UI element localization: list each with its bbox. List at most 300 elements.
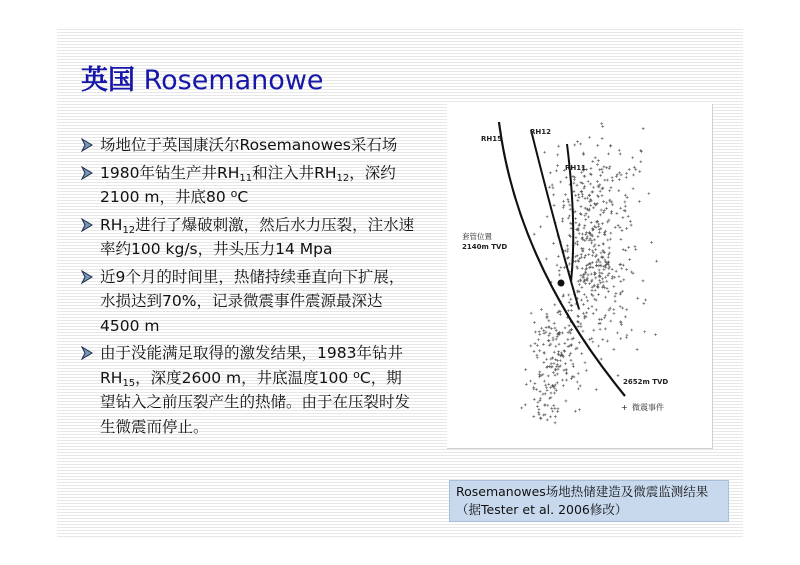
event-marker [557,145,560,148]
event-marker [603,179,606,182]
event-marker [606,287,609,290]
event-marker [561,220,564,223]
event-marker [574,217,577,220]
event-marker [558,269,561,272]
event-marker [576,199,579,202]
event-marker [553,204,556,207]
event-marker [539,390,542,393]
event-marker [603,165,606,168]
event-marker [578,257,581,260]
event-marker [573,182,576,185]
casing-marker [558,280,565,287]
event-marker [628,168,631,171]
event-marker [564,193,567,196]
event-marker [552,242,555,245]
event-marker [557,350,560,353]
event-marker [581,195,584,198]
event-marker [520,407,523,410]
event-marker [591,305,594,308]
event-marker [614,295,617,298]
event-marker [553,322,556,325]
event-marker [537,338,540,341]
event-marker [576,240,579,243]
event-marker [597,235,600,238]
event-marker [631,156,634,159]
event-marker [536,356,539,359]
event-marker [634,245,637,248]
event-marker [565,176,568,179]
event-marker [595,264,598,267]
event-marker [578,283,581,286]
event-marker [568,324,571,327]
event-marker [559,181,562,184]
event-marker [543,151,546,154]
event-marker [595,388,598,391]
event-marker [550,327,553,330]
event-marker [605,207,608,210]
event-marker [591,289,594,292]
event-marker [549,415,552,418]
event-marker [613,312,616,315]
label-casing-tvd: 2140m TVD [462,243,508,251]
event-marker [525,383,528,386]
event-marker [620,267,623,270]
event-marker [577,227,580,230]
event-marker [615,212,618,215]
event-marker [570,328,573,331]
bullet-2-text: 和注入井RH [252,163,337,182]
label-2652m-tvd: 2652m TVD [623,378,669,386]
event-marker [565,368,568,371]
event-marker [557,255,560,258]
event-marker [549,171,552,174]
event-marker [602,243,605,246]
event-marker [533,398,536,401]
event-marker [565,400,568,403]
event-marker [538,413,541,416]
microseismic-figure [447,104,713,449]
event-marker [611,179,614,182]
event-marker [566,244,569,247]
event-marker [624,315,627,318]
arrow-bullet-icon [80,218,94,232]
event-marker [533,382,536,385]
event-marker [567,248,570,251]
event-marker [609,232,612,235]
arrow-bullet-icon [80,138,94,152]
event-marker [539,399,542,402]
event-marker [604,258,607,261]
event-marker [577,372,580,375]
bullet-2-text: C [237,188,249,206]
event-marker [589,183,592,186]
event-marker [565,369,568,372]
event-marker [611,203,614,206]
event-marker [607,152,610,155]
subscript: 12 [336,172,350,184]
event-marker [580,205,583,208]
bullet-item [80,213,415,262]
event-marker [591,279,594,282]
event-marker [613,348,616,351]
event-marker [597,293,600,296]
event-marker [596,286,599,289]
event-marker [632,187,635,190]
event-marker [560,351,563,354]
event-marker [619,280,622,283]
event-marker [574,242,577,245]
event-marker [563,369,566,372]
event-marker [599,174,602,177]
event-marker [627,246,630,249]
event-marker [585,311,588,314]
event-marker [580,190,583,193]
subscript: 15 [122,377,136,389]
event-marker [555,389,558,392]
event-marker [602,281,605,284]
label-rh15: RH15 [481,135,502,143]
slide-title [81,58,324,97]
event-marker [594,289,597,292]
event-marker [597,159,600,162]
event-marker [580,256,583,259]
event-marker [592,206,595,209]
event-marker [642,127,645,130]
event-marker [596,163,599,166]
event-marker [654,333,657,336]
event-marker [568,204,571,207]
event-marker [632,174,635,177]
event-marker [619,207,622,210]
event-marker [568,354,571,357]
label-rh11: RH11 [565,164,586,172]
event-marker [579,323,582,326]
event-marker [626,196,629,199]
event-marker [621,216,624,219]
event-marker [599,190,602,193]
event-marker [638,200,641,203]
event-marker [588,136,591,139]
event-marker [552,187,555,190]
figure-caption: Rosemanowes场地热储建造及微震监测结果（据Tester et al. 2006修改） [449,480,729,522]
event-marker [567,338,570,341]
event-marker [618,149,621,152]
event-marker [555,365,558,368]
event-marker [599,281,602,284]
event-marker [576,184,579,187]
event-marker [619,321,622,324]
event-marker [584,233,587,236]
event-marker [553,362,556,365]
event-marker [630,329,633,332]
event-marker [624,194,627,197]
event-marker [574,194,577,197]
event-marker [586,235,589,238]
event-marker [554,345,557,348]
event-marker [557,407,560,410]
event-marker [605,201,608,204]
event-marker [624,205,627,208]
legend-label: 微震事件 [632,403,664,412]
event-marker [615,270,618,273]
event-marker [556,164,559,167]
event-marker [583,185,586,188]
event-marker [601,125,604,128]
event-marker [602,200,605,203]
event-marker [550,407,553,410]
event-marker [573,144,576,147]
event-marker [642,302,645,305]
event-marker [592,186,595,189]
event-marker [595,308,598,311]
event-marker [604,276,607,279]
event-marker [587,180,590,183]
event-marker [592,329,595,332]
event-marker [590,167,593,170]
event-marker [597,345,600,348]
event-marker [592,312,595,315]
event-marker [574,410,577,413]
degree-mark: o [353,367,360,381]
event-marker [584,218,587,221]
event-marker [638,170,641,173]
event-marker [619,305,622,308]
event-marker [575,265,578,268]
event-marker [538,371,541,374]
event-marker [590,239,593,242]
event-marker [538,408,541,411]
bullet-item [80,133,415,158]
event-marker [594,156,597,159]
event-marker [624,249,627,252]
event-marker [625,268,628,271]
event-marker [610,210,613,213]
event-marker [591,254,594,257]
event-marker [601,272,604,275]
event-marker [598,168,601,171]
event-marker [597,264,600,267]
event-marker [586,299,589,302]
event-marker [611,268,614,271]
event-marker [585,231,588,234]
event-marker [530,312,533,315]
event-marker [598,269,601,272]
event-marker [565,379,568,382]
event-marker [546,389,549,392]
event-marker [570,359,573,362]
event-marker [598,271,601,274]
event-marker [583,293,586,296]
event-marker [591,340,594,343]
event-marker [542,329,545,332]
event-marker [552,193,555,196]
event-marker [606,239,609,242]
event-marker [619,226,622,229]
event-marker [605,166,608,169]
event-marker [608,246,611,249]
event-marker [554,327,557,330]
event-marker [625,172,628,175]
event-marker [581,267,584,270]
event-marker [558,343,561,346]
event-marker [582,303,585,306]
event-marker [588,262,591,265]
event-marker [573,190,576,193]
event-marker [589,266,592,269]
event-marker [567,331,570,334]
event-marker [547,383,550,386]
event-marker [590,221,593,224]
event-marker [611,277,614,280]
event-marker [565,372,568,375]
event-marker [623,201,626,204]
event-marker [592,266,595,269]
event-marker [636,297,639,300]
event-marker [601,194,604,197]
event-marker [529,380,532,383]
event-marker [570,309,573,312]
event-marker [537,411,540,414]
event-marker [524,403,527,406]
event-marker [622,264,625,267]
event-marker [578,341,581,344]
event-marker [558,273,561,276]
event-marker [553,392,556,395]
event-marker [626,334,629,337]
event-marker [583,315,586,318]
event-marker [583,187,586,190]
event-marker [633,166,636,169]
event-marker [598,279,601,282]
event-marker [590,280,593,283]
event-marker [545,326,548,329]
event-marker [591,160,594,163]
event-marker [629,220,632,223]
event-marker [547,375,550,378]
event-marker [600,168,603,171]
bullet-5-text: 由于没能满足取得的激发结果，1983年钻井RH [100,344,403,387]
legend-symbol: + [621,403,628,412]
event-marker [556,410,559,413]
event-marker [555,169,558,172]
event-marker [647,192,650,195]
bullet-3-text: 进行了爆破刺激，然后水力压裂，注水速率约100 kg/s，井头压力14 Mpa [100,215,415,258]
event-marker [556,363,559,366]
event-marker [604,328,607,331]
event-marker [539,397,542,400]
event-marker [593,238,596,241]
event-marker [614,226,617,229]
event-marker [550,362,553,365]
bullet-5-text: ，深度2600 m，井底温度100 [135,368,354,387]
event-marker [538,330,541,333]
event-marker [542,361,545,364]
event-marker [559,359,562,362]
event-marker [622,278,625,281]
event-marker [585,237,588,240]
event-marker [634,248,637,251]
event-marker [643,330,646,333]
event-marker [618,171,621,174]
event-marker [577,193,580,196]
event-marker [580,274,583,277]
event-marker [587,253,590,256]
event-marker [619,337,622,340]
event-marker [642,279,645,282]
event-marker [604,296,607,299]
event-marker [552,404,555,407]
event-marker [587,216,590,219]
bullet-2-text: 1980年钻生产井RH [100,163,240,182]
event-marker [588,266,591,269]
event-marker [621,307,624,310]
event-marker [580,352,583,355]
event-marker [543,380,546,383]
event-marker [585,369,588,372]
event-marker [544,384,547,387]
label-casing: 套管位置 [462,232,492,241]
event-marker [587,307,590,310]
arrow-bullet-icon [80,346,94,360]
event-marker [568,263,571,266]
event-marker [627,215,630,218]
event-marker [625,336,628,339]
event-marker [542,343,545,346]
event-marker [553,303,556,306]
event-marker [602,268,605,271]
event-marker [533,321,536,324]
event-marker [546,315,549,318]
event-marker [620,321,623,324]
event-marker [617,374,620,377]
event-marker [532,388,535,391]
event-marker [554,415,557,418]
event-marker [600,358,603,361]
event-marker [552,371,555,374]
event-marker [585,296,588,299]
event-marker [614,300,617,303]
event-marker [575,221,578,224]
event-marker [532,415,535,418]
event-marker [573,178,576,181]
event-marker [602,249,605,252]
event-marker [611,275,614,278]
title-english: Rosemanowe [143,65,324,96]
event-marker [600,251,603,254]
event-marker [586,197,589,200]
event-marker [613,276,616,279]
event-marker [584,282,587,285]
event-marker [599,328,602,331]
event-marker [609,144,612,147]
event-marker [588,194,591,197]
bullet-3-text: RH [100,215,123,234]
event-marker [622,248,625,251]
event-marker [611,176,614,179]
bullet-4-text: 近9个月的时间里，热储持续垂直向下扩展，水损达到70%，记录微震事件震源最深达4500 m [100,267,405,335]
event-marker [537,401,540,404]
event-marker [589,204,592,207]
event-marker [553,351,556,354]
event-marker [620,174,623,177]
event-marker [602,242,605,245]
bullet-item [80,161,415,210]
event-marker [640,150,643,153]
event-marker [607,290,610,293]
event-marker [578,223,581,226]
event-marker [575,236,578,239]
event-marker [594,276,597,279]
